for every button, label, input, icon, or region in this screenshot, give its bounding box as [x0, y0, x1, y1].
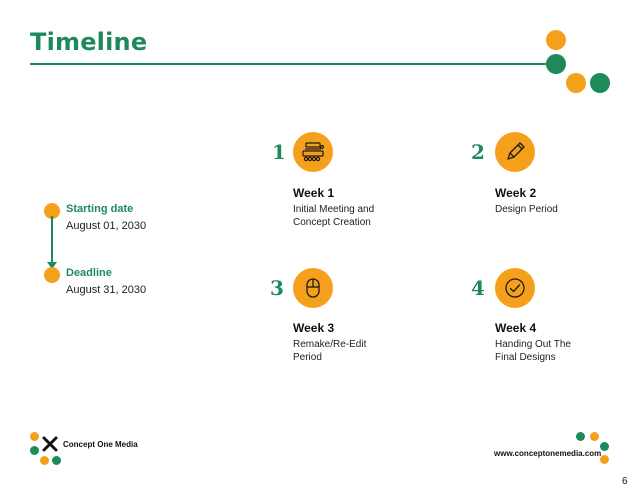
- step-icon-badge: [293, 132, 333, 172]
- website-url: www.conceptonemedia.com: [494, 449, 602, 458]
- decor-dot: [590, 73, 610, 93]
- logo-dot: [30, 432, 39, 441]
- decor-dot: [600, 455, 609, 464]
- end-marker: [44, 267, 60, 283]
- decor-dot: [566, 73, 586, 93]
- step-number: 4: [471, 276, 485, 300]
- deadline-value: August 31, 2030: [66, 284, 147, 296]
- step-desc-line: Handing Out The: [495, 339, 571, 350]
- meeting-table-icon: [300, 139, 326, 165]
- step-desc-line: Design Period: [495, 204, 558, 215]
- step-icon-badge: [495, 268, 535, 308]
- step-desc-line: Concept Creation: [293, 217, 371, 228]
- decor-dot: [546, 30, 566, 50]
- deadline-label: Deadline: [66, 267, 112, 279]
- page-title: Timeline: [30, 28, 148, 56]
- start-value: August 01, 2030: [66, 220, 147, 232]
- brand-name: Concept One Media: [63, 440, 138, 449]
- timeline-line: [51, 216, 53, 264]
- title-divider: [30, 63, 550, 65]
- step-number: 2: [471, 140, 485, 164]
- pencil-icon: [502, 139, 528, 165]
- start-label: Starting date: [66, 203, 134, 215]
- logo-dot: [40, 456, 49, 465]
- step-icon-badge: [293, 268, 333, 308]
- decor-dot: [590, 432, 599, 441]
- logo-dot: [30, 446, 39, 455]
- logo-dot: [52, 456, 61, 465]
- page-number: 6: [622, 476, 628, 487]
- decor-dot: [576, 432, 585, 441]
- logo-x-icon: [42, 436, 58, 452]
- step-week: Week 2: [495, 186, 537, 200]
- check-circle-icon: [502, 275, 528, 301]
- step-desc-line: Final Designs: [495, 352, 556, 363]
- decor-dot: [600, 442, 609, 451]
- step-week: Week 3: [293, 321, 335, 335]
- step-desc-line: Period: [293, 352, 322, 363]
- step-desc-line: Initial Meeting and: [293, 204, 375, 215]
- step-icon-badge: [495, 132, 535, 172]
- step-desc-line: Remake/Re-Edit: [293, 339, 367, 350]
- step-number: 3: [270, 276, 284, 300]
- mouse-icon: [300, 275, 326, 301]
- step-number: 1: [272, 140, 286, 164]
- decor-dot: [546, 54, 566, 74]
- step-week: Week 1: [293, 186, 335, 200]
- step-week: Week 4: [495, 321, 537, 335]
